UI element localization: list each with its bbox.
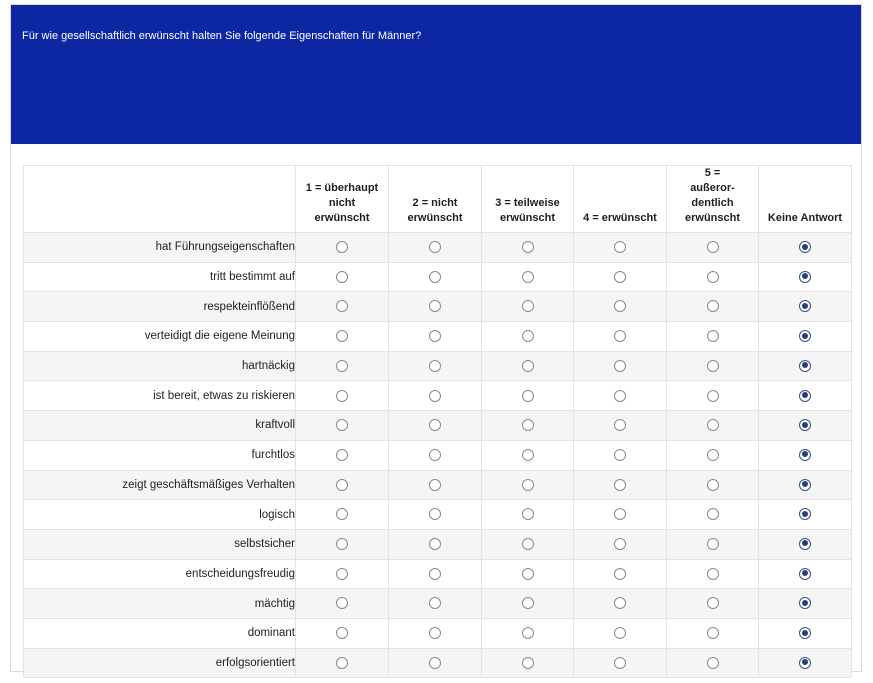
radio-button[interactable] — [707, 360, 719, 372]
radio-button[interactable] — [522, 449, 534, 461]
matrix-cell — [759, 292, 852, 322]
matrix-cell — [482, 233, 574, 263]
matrix-cell — [296, 618, 389, 648]
matrix-cell — [667, 648, 759, 678]
radio-button[interactable] — [429, 508, 441, 520]
radio-button[interactable] — [614, 419, 626, 431]
question-card — [10, 4, 862, 672]
matrix-cell — [759, 589, 852, 619]
matrix-cell — [759, 618, 852, 648]
matrix-row — [24, 589, 852, 619]
matrix-cell — [389, 322, 482, 352]
radio-button-checked[interactable] — [799, 627, 811, 639]
column-header-label: 5 = außeror-dentlich erwünscht — [684, 167, 740, 224]
matrix-cell — [482, 322, 574, 352]
radio-button-checked[interactable] — [799, 597, 811, 609]
matrix-cell — [296, 440, 389, 470]
matrix-cell — [296, 559, 389, 589]
matrix-cell — [667, 589, 759, 619]
matrix-cell — [574, 262, 667, 292]
matrix-cell — [482, 292, 574, 322]
matrix-cell — [296, 529, 389, 559]
radio-button[interactable] — [707, 597, 719, 609]
row-label: hartnäckig — [24, 351, 296, 381]
row-label: logisch — [24, 500, 296, 530]
radio-button[interactable] — [429, 538, 441, 550]
radio-button[interactable] — [707, 419, 719, 431]
radio-button[interactable] — [522, 241, 534, 253]
radio-button[interactable] — [336, 568, 348, 580]
matrix-cell — [574, 233, 667, 263]
radio-button[interactable] — [522, 597, 534, 609]
radio-button[interactable] — [522, 390, 534, 402]
matrix-cell — [296, 470, 389, 500]
matrix-row — [24, 381, 852, 411]
radio-button[interactable] — [336, 300, 348, 312]
row-label: respekteinflößend — [24, 292, 296, 322]
matrix-cell — [667, 470, 759, 500]
radio-button[interactable] — [336, 627, 348, 639]
matrix-row — [24, 500, 852, 530]
matrix-cell — [667, 411, 759, 441]
matrix-cell — [667, 500, 759, 530]
radio-button[interactable] — [707, 508, 719, 520]
radio-button[interactable] — [429, 449, 441, 461]
matrix-cell — [389, 411, 482, 441]
matrix-cell — [574, 440, 667, 470]
matrix-cell — [296, 648, 389, 678]
radio-button[interactable] — [336, 330, 348, 342]
matrix-cell — [667, 381, 759, 411]
matrix-row — [24, 233, 852, 263]
matrix-cell — [759, 648, 852, 678]
radio-button[interactable] — [522, 538, 534, 550]
radio-button[interactable] — [429, 479, 441, 491]
radio-button[interactable] — [707, 330, 719, 342]
matrix-cell — [389, 559, 482, 589]
matrix-cell — [574, 351, 667, 381]
matrix-row — [24, 322, 852, 352]
matrix-cell — [759, 470, 852, 500]
matrix-cell — [389, 262, 482, 292]
matrix-cell — [574, 411, 667, 441]
matrix-cell — [574, 500, 667, 530]
row-label: selbstsicher — [24, 529, 296, 559]
row-label: erfolgsorientiert — [24, 648, 296, 678]
row-label: kraftvoll — [24, 411, 296, 441]
radio-button[interactable] — [336, 538, 348, 550]
row-label: verteidigt die eigene Meinung — [24, 322, 296, 352]
radio-button[interactable] — [336, 657, 348, 669]
radio-button[interactable] — [336, 597, 348, 609]
column-header-1 — [296, 166, 389, 233]
matrix-cell — [296, 381, 389, 411]
radio-button[interactable] — [614, 390, 626, 402]
matrix-cell — [296, 322, 389, 352]
matrix-row — [24, 559, 852, 589]
matrix-cell — [667, 262, 759, 292]
matrix-cell — [296, 351, 389, 381]
matrix-cell — [482, 559, 574, 589]
radio-button[interactable] — [429, 657, 441, 669]
matrix-cell — [389, 648, 482, 678]
matrix-row — [24, 470, 852, 500]
radio-button[interactable] — [614, 627, 626, 639]
matrix-cell — [667, 618, 759, 648]
row-label: dominant — [24, 618, 296, 648]
matrix-cell — [667, 322, 759, 352]
radio-button[interactable] — [522, 568, 534, 580]
matrix-cell — [389, 589, 482, 619]
column-header-5 — [667, 166, 759, 233]
column-header-no-answer — [759, 166, 852, 233]
matrix-body — [24, 233, 852, 678]
matrix-cell — [759, 500, 852, 530]
radio-button-checked[interactable] — [799, 508, 811, 520]
radio-button[interactable] — [614, 568, 626, 580]
matrix-cell — [667, 351, 759, 381]
radio-button-checked[interactable] — [799, 300, 811, 312]
radio-button-checked[interactable] — [799, 419, 811, 431]
matrix-cell — [574, 618, 667, 648]
column-header-4 — [574, 166, 667, 233]
radio-button[interactable] — [707, 241, 719, 253]
matrix-cell — [667, 559, 759, 589]
matrix-cell — [667, 440, 759, 470]
radio-button[interactable] — [429, 330, 441, 342]
matrix-cell — [389, 618, 482, 648]
radio-button[interactable] — [707, 390, 719, 402]
radio-button-checked[interactable] — [799, 568, 811, 580]
radio-button[interactable] — [429, 300, 441, 312]
matrix-cell — [482, 618, 574, 648]
radio-button[interactable] — [707, 449, 719, 461]
radio-button[interactable] — [707, 657, 719, 669]
matrix-cell — [389, 529, 482, 559]
matrix-cell — [759, 411, 852, 441]
column-header-2 — [389, 166, 482, 233]
matrix-cell — [667, 529, 759, 559]
matrix-cell — [389, 500, 482, 530]
radio-button-checked[interactable] — [799, 360, 811, 372]
matrix-cell — [482, 351, 574, 381]
radio-button[interactable] — [614, 241, 626, 253]
radio-button[interactable] — [522, 479, 534, 491]
question-header — [11, 5, 861, 144]
radio-button[interactable] — [614, 597, 626, 609]
radio-button[interactable] — [429, 568, 441, 580]
matrix-cell — [482, 529, 574, 559]
radio-button-checked[interactable] — [799, 538, 811, 550]
answer-matrix — [23, 165, 852, 678]
matrix-cell — [759, 322, 852, 352]
radio-button[interactable] — [336, 419, 348, 431]
matrix-row — [24, 648, 852, 678]
radio-button[interactable] — [336, 390, 348, 402]
radio-button-checked[interactable] — [799, 241, 811, 253]
radio-button[interactable] — [707, 568, 719, 580]
matrix-cell — [296, 262, 389, 292]
radio-button-checked[interactable] — [799, 657, 811, 669]
radio-button-checked[interactable] — [799, 390, 811, 402]
matrix-row — [24, 351, 852, 381]
matrix-cell — [389, 470, 482, 500]
matrix-corner — [24, 166, 296, 233]
radio-button[interactable] — [429, 271, 441, 283]
matrix-cell — [482, 262, 574, 292]
radio-button[interactable] — [429, 360, 441, 372]
radio-button[interactable] — [614, 360, 626, 372]
radio-button[interactable] — [614, 330, 626, 342]
matrix-cell — [667, 292, 759, 322]
matrix-cell — [389, 440, 482, 470]
row-label: mächtig — [24, 589, 296, 619]
matrix-cell — [482, 440, 574, 470]
column-header-3 — [482, 166, 574, 233]
row-label: furchtlos — [24, 440, 296, 470]
radio-button[interactable] — [522, 300, 534, 312]
column-header-label: 1 = überhaupt nicht erwünscht — [305, 182, 379, 224]
matrix-cell — [759, 559, 852, 589]
radio-button[interactable] — [429, 597, 441, 609]
matrix-cell — [574, 529, 667, 559]
row-label: tritt bestimmt auf — [24, 262, 296, 292]
radio-button[interactable] — [336, 449, 348, 461]
radio-button[interactable] — [614, 300, 626, 312]
radio-button[interactable] — [522, 508, 534, 520]
radio-button[interactable] — [522, 271, 534, 283]
matrix-cell — [296, 500, 389, 530]
matrix-cell — [482, 381, 574, 411]
matrix-cell — [482, 411, 574, 441]
radio-button[interactable] — [522, 330, 534, 342]
matrix-cell — [389, 292, 482, 322]
matrix-cell — [759, 440, 852, 470]
column-header-label: Keine Antwort — [767, 212, 843, 224]
row-label: hat Führungseigenschaften — [24, 233, 296, 263]
radio-button[interactable] — [336, 241, 348, 253]
radio-button[interactable] — [614, 657, 626, 669]
radio-button[interactable] — [614, 271, 626, 283]
radio-button[interactable] — [707, 479, 719, 491]
matrix-cell — [296, 233, 389, 263]
matrix-cell — [759, 262, 852, 292]
matrix-header-row — [24, 166, 852, 233]
matrix-cell — [667, 233, 759, 263]
matrix-cell — [574, 470, 667, 500]
matrix-cell — [759, 233, 852, 263]
radio-button[interactable] — [522, 657, 534, 669]
radio-button[interactable] — [429, 627, 441, 639]
radio-button-checked[interactable] — [799, 330, 811, 342]
radio-button[interactable] — [522, 627, 534, 639]
radio-button[interactable] — [614, 538, 626, 550]
radio-button[interactable] — [707, 300, 719, 312]
radio-button[interactable] — [614, 508, 626, 520]
row-label: ist bereit, etwas zu riskieren — [24, 381, 296, 411]
radio-button[interactable] — [522, 419, 534, 431]
radio-button[interactable] — [707, 538, 719, 550]
radio-button[interactable] — [429, 241, 441, 253]
radio-button[interactable] — [614, 479, 626, 491]
radio-button[interactable] — [336, 271, 348, 283]
matrix-cell — [574, 589, 667, 619]
column-header-label: 4 = erwünscht — [583, 212, 657, 224]
column-header-label: 3 = teilweise erwünscht — [495, 197, 560, 224]
matrix-cell — [482, 589, 574, 619]
matrix-cell — [574, 559, 667, 589]
column-header-label: 2 = nicht erwünscht — [407, 197, 463, 224]
matrix-cell — [296, 411, 389, 441]
matrix-cell — [482, 470, 574, 500]
matrix-cell — [759, 381, 852, 411]
matrix-cell — [296, 589, 389, 619]
matrix-row — [24, 292, 852, 322]
row-label: zeigt geschäftsmäßiges Verhalten — [24, 470, 296, 500]
matrix-cell — [389, 233, 482, 263]
radio-button-checked[interactable] — [799, 271, 811, 283]
matrix-cell — [759, 351, 852, 381]
radio-button-checked[interactable] — [799, 479, 811, 491]
radio-button[interactable] — [429, 390, 441, 402]
matrix-cell — [389, 381, 482, 411]
matrix-cell — [759, 529, 852, 559]
matrix-cell — [482, 500, 574, 530]
radio-button-checked[interactable] — [799, 449, 811, 461]
matrix-row — [24, 529, 852, 559]
matrix-cell — [574, 292, 667, 322]
row-label: entscheidungsfreudig — [24, 559, 296, 589]
matrix-cell — [574, 648, 667, 678]
radio-button[interactable] — [707, 627, 719, 639]
matrix-row — [24, 411, 852, 441]
matrix-row — [24, 440, 852, 470]
radio-button[interactable] — [614, 449, 626, 461]
radio-button[interactable] — [429, 419, 441, 431]
matrix-cell — [482, 648, 574, 678]
matrix-cell — [574, 322, 667, 352]
radio-button[interactable] — [336, 360, 348, 372]
matrix-row — [24, 262, 852, 292]
radio-button[interactable] — [336, 479, 348, 491]
radio-button[interactable] — [707, 271, 719, 283]
matrix-row — [24, 618, 852, 648]
matrix-cell — [574, 381, 667, 411]
question-text: Für wie gesellschaftlich erwünscht halten Sie folgende Eigenschaften für Männer? — [22, 30, 422, 42]
matrix-cell — [296, 292, 389, 322]
radio-button[interactable] — [336, 508, 348, 520]
matrix-cell — [389, 351, 482, 381]
radio-button[interactable] — [522, 360, 534, 372]
